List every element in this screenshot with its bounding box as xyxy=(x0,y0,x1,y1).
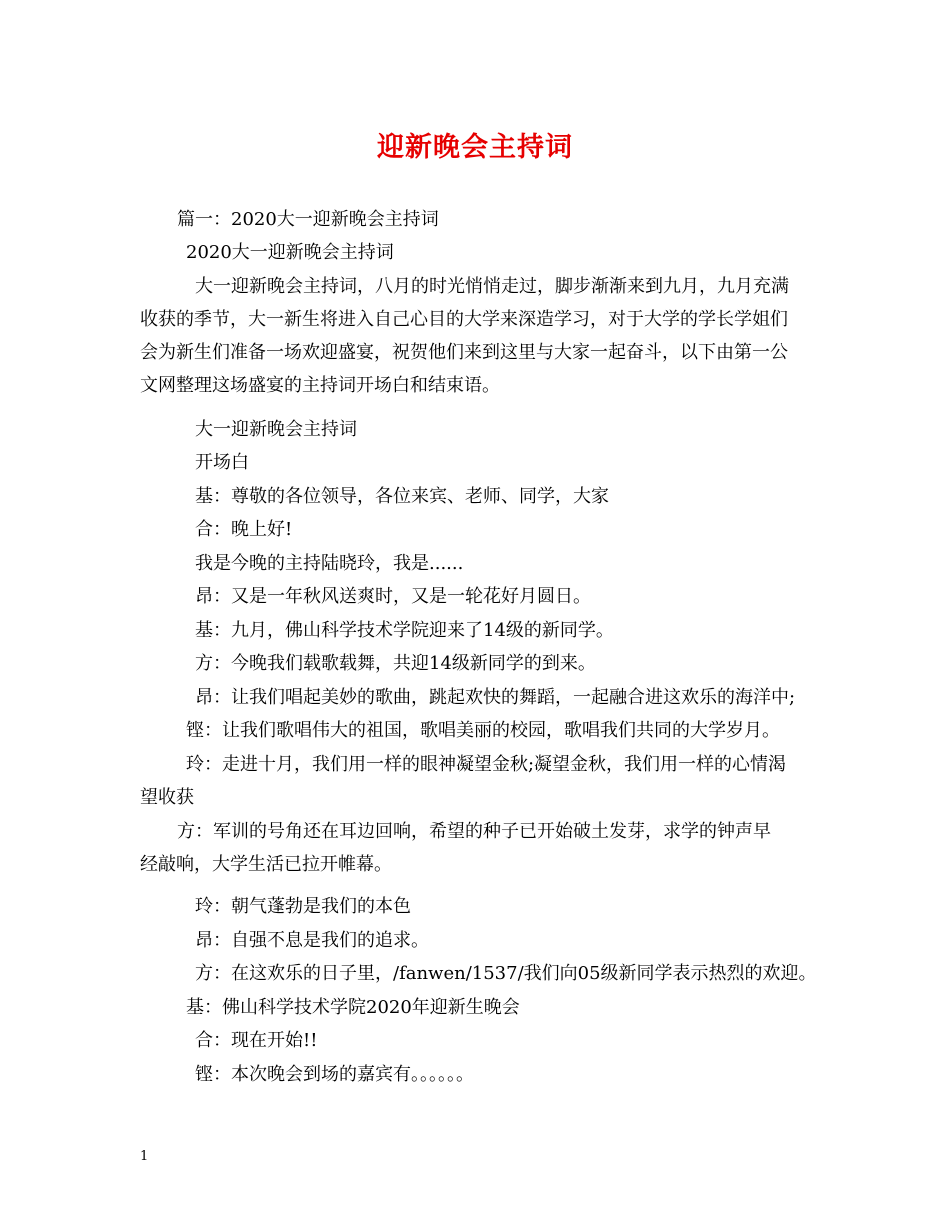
body-line: 铿：本次晚会到场的嘉宾有。。。。。。 xyxy=(195,1064,474,1085)
body-line: 基：尊敬的各位领导，各位来宾、老师、同学，大家 xyxy=(195,486,609,507)
body-line: 方：军训的号角还在耳边回响，希望的种子已开始破土发芽，求学的钟声早 xyxy=(177,821,771,842)
body-line: 文网整理这场盛宴的主持词开场白和结束语。 xyxy=(140,375,500,396)
body-line: 经敲响，大学生活已拉开帷幕。 xyxy=(140,854,392,875)
body-line: 大一迎新晚会主持词，八月的时光悄悄走过，脚步渐渐来到九月，九月充满 xyxy=(195,276,789,297)
body-line: 我是今晚的主持陆晓玲，我是...... xyxy=(195,553,464,574)
body-line: 合：现在开始!! xyxy=(195,1030,318,1051)
body-line: 铿：让我们歌唱伟大的祖国，歌唱美丽的校园，歌唱我们共同的大学岁月。 xyxy=(186,720,780,741)
body-line: 开场白 xyxy=(195,452,249,473)
body-line: 玲：朝气蓬勃是我们的本色 xyxy=(195,896,411,917)
body-line: 昂：自强不息是我们的追求。 xyxy=(195,930,429,951)
body-line: 方：在这欢乐的日子里，/fanwen/1537/我们向05级新同学表示热烈的欢迎。 xyxy=(195,963,817,984)
body-line: 基：佛山科学技术学院2020年迎新生晚会 xyxy=(186,997,520,1018)
body-line: 基：九月，佛山科学技术学院迎来了14级的新同学。 xyxy=(195,620,614,641)
body-line: 昂：让我们唱起美妙的歌曲，跳起欢快的舞蹈，一起融合进这欢乐的海洋中; xyxy=(195,687,796,708)
body-line: 大一迎新晚会主持词 xyxy=(195,419,357,440)
document-title: 迎新晚会主持词 xyxy=(377,132,573,163)
body-line: 2020大一迎新晚会主持词 xyxy=(186,242,394,263)
body-line: 会为新生们准备一场欢迎盛宴，祝贺他们来到这里与大家一起奋斗，以下由第一公 xyxy=(140,342,788,363)
body-line: 方：今晚我们载歌载舞，共迎14级新同学的到来。 xyxy=(195,653,596,674)
body-line: 望收获 xyxy=(140,787,194,808)
page-number: 1 xyxy=(140,1149,149,1164)
body-line: 篇一：2020大一迎新晚会主持词 xyxy=(177,209,439,230)
body-line: 昂：又是一年秋风送爽时，又是一轮花好月圆日。 xyxy=(195,586,591,607)
body-line: 玲：走进十月，我们用一样的眼神凝望金秋;凝望金秋，我们用一样的心情渴 xyxy=(186,754,787,775)
body-line: 合：晚上好! xyxy=(195,519,293,540)
body-line: 收获的季节，大一新生将进入自己心目的大学来深造学习，对于大学的学长学姐们 xyxy=(140,309,788,330)
